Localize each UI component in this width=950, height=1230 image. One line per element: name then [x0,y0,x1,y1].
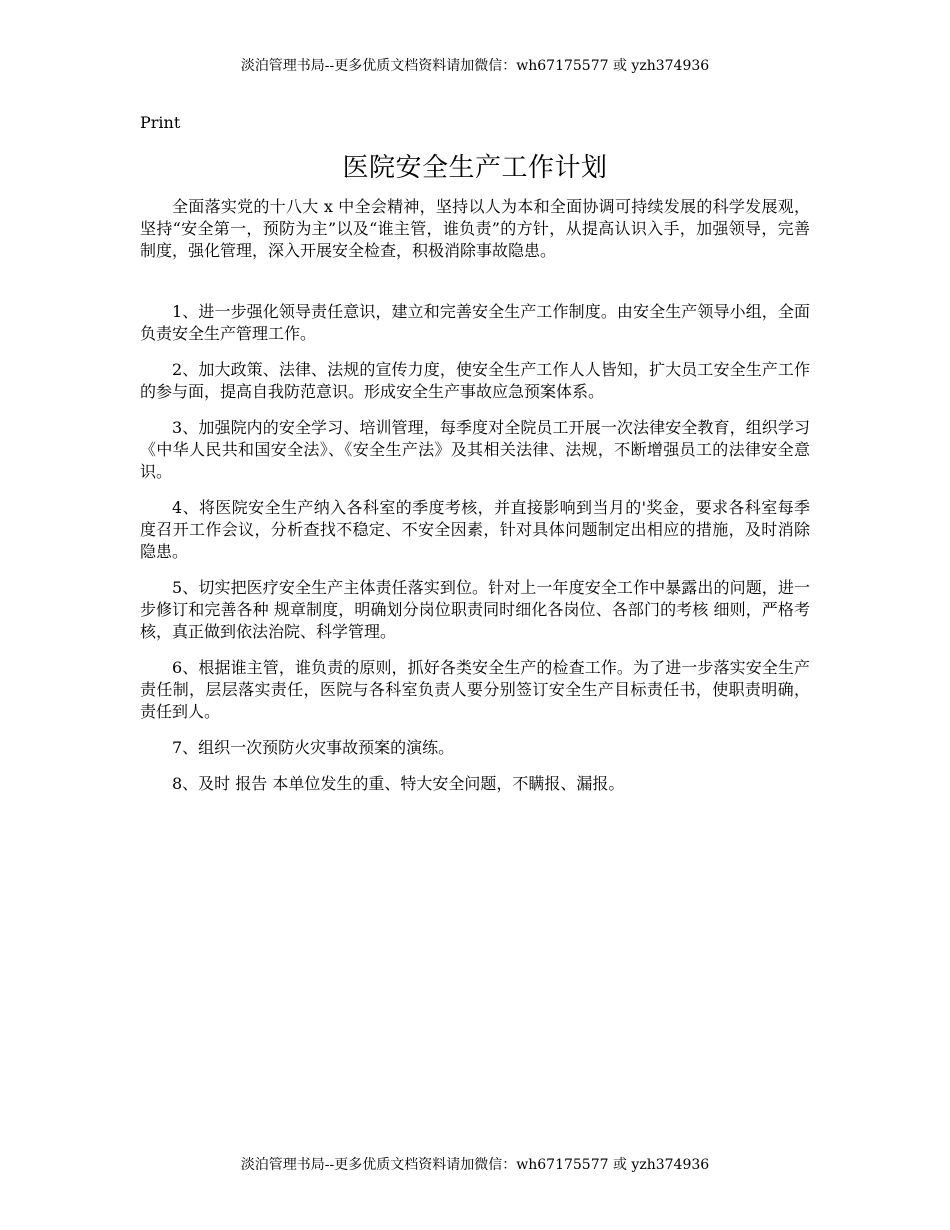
page-header: 淡泊管理书局--更多优质文档资料请加微信：wh67175577 或 yzh374936 [240,58,710,74]
list-item-7: 7、组织一次预防火灾事故预案的演练。 [172,738,455,757]
page-footer: 淡泊管理书局--更多优质文档资料请加微信：wh67175577 或 yzh374936 [240,1157,710,1173]
list-item-1: 1、进一步强化领导责任意识，建立和完善安全生产工作制度。由安全生产领导小组，全面负责安全生产管理工作。 [140,302,810,343]
intro-paragraph: 全面落实党的十八大 x 中全会精神，坚持以人为本和全面协调可持续发展的科学发展观，坚持“安全第一，预防为主”以及“谁主管，谁负责”的方针，从提高认识入手，加强领导，完善 制度，强化管理，深入开展安全检查，积极消除事故隐患。 [140,197,810,260]
list-item-3: 3、加强院内的安全学习、培训管理，每季度对全院员工开展一次法律安全教育，组织学习《中华人民共和国安全法》、《安全生产法》及其相关法律、法规，不断增强员工的法律安全意识。 [140,418,810,481]
list-item-5: 5、切实把医疗安全生产主体责任落实到位。针对上一年度安全工作中暴露出的问题，进一步修订和完善各种 规章制度，明确划分岗位职责同时细化各岗位、各部门的考核 细则，严格考核，真正做到依法治院、科学管理。 [140,578,810,641]
list-item-2: 2、加大政策、法律、法规的宣传力度，使安全生产工作人人皆知，扩大员工安全生产工作的参与面，提高自我防范意识。形成安全生产事故应急预案体系。 [140,360,810,401]
list-item-8: 8、及时 报告 本单位发生的重、特大安全问题，不瞒报、漏报。 [172,774,625,793]
document-title: 医院安全生产工作计划 [342,153,608,183]
document-body [140,112,810,809]
list-item-4: 4、将医院安全生产纳入各科室的季度考核，并直接影响到当月的'奖金，要求各科室每季度召开工作会议，分析查找不稳定、不安全因素，针对具体问题制定出相应的措施，及时消除隐患。 [140,498,810,561]
print-label: Print [140,113,181,132]
list-item-6: 6、根据谁主管，谁负责的原则，抓好各类安全生产的检查工作。为了进一步落实安全生产责任制，层层落实责任，医院与各科室负责人要分别签订安全生产目标责任书，使职责明确，责任到人。 [140,658,810,721]
